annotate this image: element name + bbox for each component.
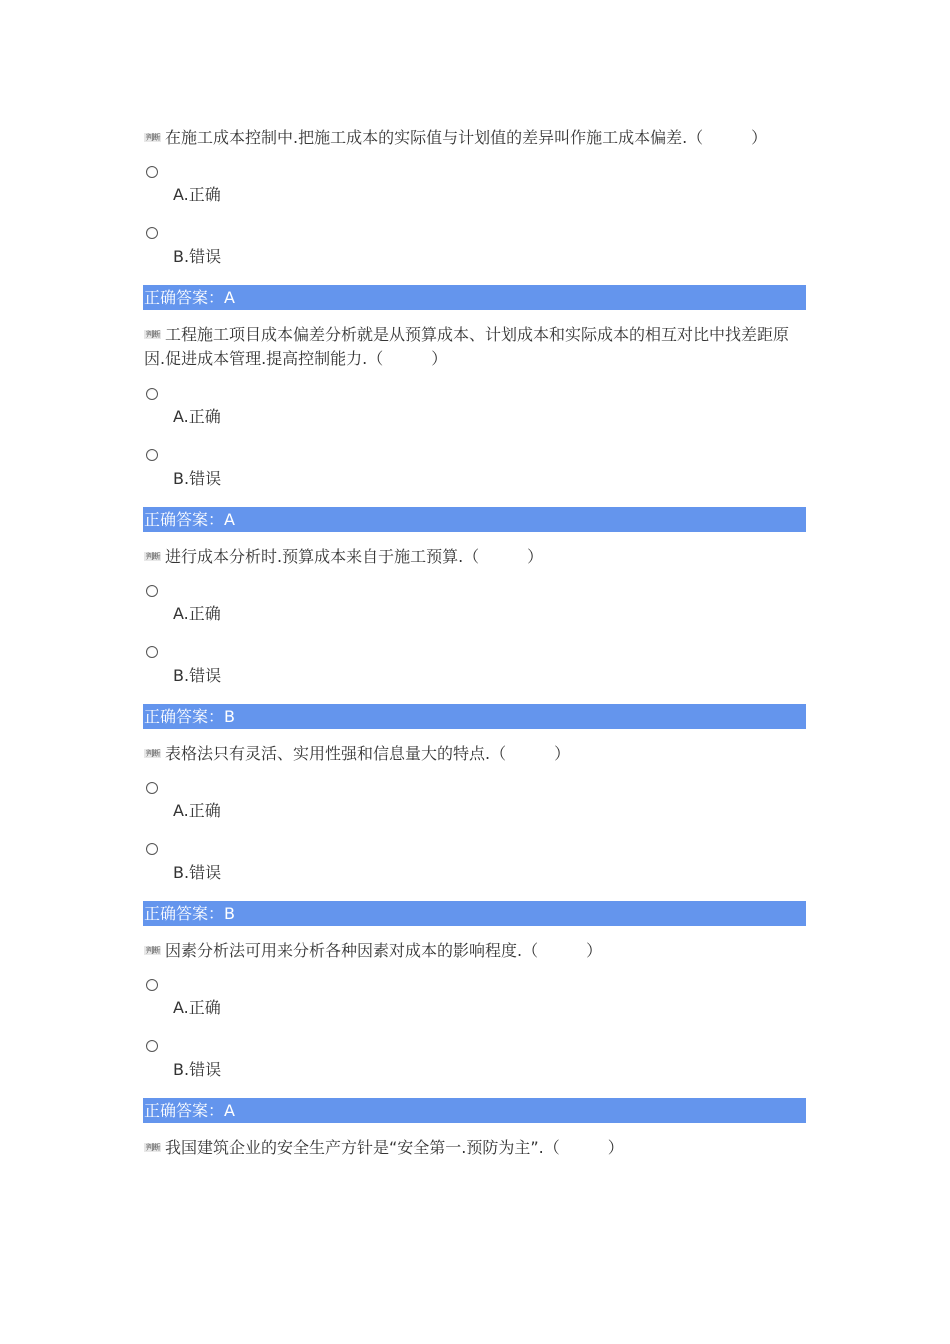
option-b-label: B.错误	[173, 666, 222, 685]
judge-tag-icon: 判断	[145, 552, 160, 561]
option-b-label: B.错误	[173, 1060, 222, 1079]
question-6	[144, 1136, 808, 1160]
option-a-label: A.正确	[173, 801, 221, 820]
radio-option-b[interactable]	[146, 1040, 158, 1052]
question-text: 我国建筑企业的安全生产方针是“安全第一.预防为主”.（ ）	[165, 1138, 624, 1157]
question-text: 进行成本分析时.预算成本来自于施工预算.（ ）	[165, 547, 544, 566]
correct-answer-bar: 正确答案：A	[143, 507, 806, 532]
question-text: 因素分析法可用来分析各种因素对成本的影响程度.（ ）	[165, 941, 603, 960]
radio-option-b[interactable]	[146, 449, 158, 461]
option-b-label: B.错误	[173, 469, 222, 488]
question-3	[144, 545, 808, 569]
option-a-label: A.正确	[173, 185, 221, 204]
judge-tag-icon: 判断	[145, 749, 160, 758]
radio-option-a[interactable]	[146, 585, 158, 597]
judge-tag-icon: 判断	[145, 946, 160, 955]
option-a-label: A.正确	[173, 407, 221, 426]
correct-answer-bar: 正确答案：A	[143, 285, 806, 310]
question-1	[144, 126, 808, 150]
radio-option-a[interactable]	[146, 388, 158, 400]
question-text: 在施工成本控制中.把施工成本的实际值与计划值的差异叫作施工成本偏差.（ ）	[165, 128, 768, 147]
radio-option-a[interactable]	[146, 979, 158, 991]
correct-answer-bar: 正确答案：B	[143, 704, 806, 729]
correct-answer-bar: 正确答案：A	[143, 1098, 806, 1123]
option-b-label: B.错误	[173, 863, 222, 882]
correct-answer-bar: 正确答案：B	[143, 901, 806, 926]
question-text: 工程施工项目成本偏差分析就是从预算成本、计划成本和实际成本的相互对比中找差距原因.促进成本管理.提高控制能力.（ ）	[144, 325, 790, 368]
judge-tag-icon: 判断	[145, 133, 160, 142]
question-2	[144, 323, 808, 371]
radio-option-b[interactable]	[146, 843, 158, 855]
radio-option-b[interactable]	[146, 646, 158, 658]
question-5	[144, 939, 808, 963]
radio-option-a[interactable]	[146, 166, 158, 178]
radio-option-a[interactable]	[146, 782, 158, 794]
judge-tag-icon: 判断	[145, 330, 160, 339]
judge-tag-icon: 判断	[145, 1143, 160, 1152]
radio-option-b[interactable]	[146, 227, 158, 239]
question-4	[144, 742, 808, 766]
option-a-label: A.正确	[173, 998, 221, 1017]
option-b-label: B.错误	[173, 247, 222, 266]
question-text: 表格法只有灵活、实用性强和信息量大的特点.（ ）	[165, 744, 571, 763]
option-a-label: A.正确	[173, 604, 221, 623]
